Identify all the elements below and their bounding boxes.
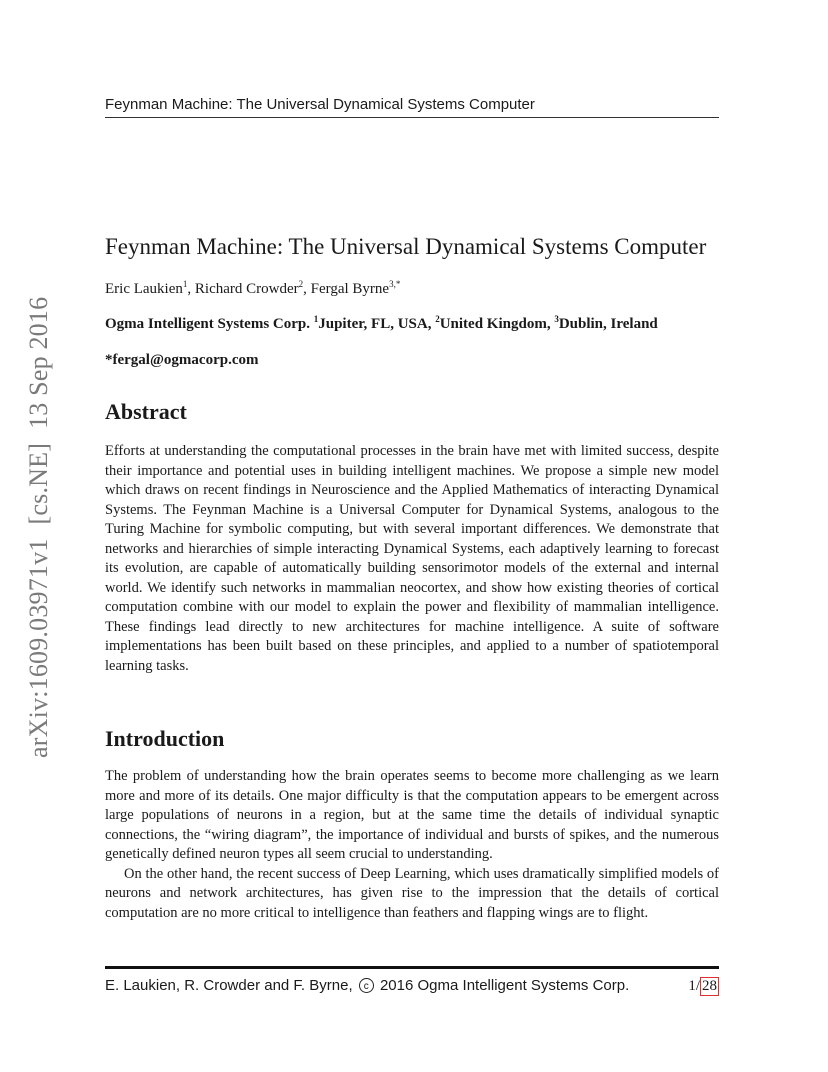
affiliation-place: Jupiter, FL, USA	[318, 316, 428, 332]
arxiv-date: 13 Sep 2016	[24, 296, 53, 429]
footer-authors: E. Laukien, R. Crowder and F. Byrne,	[105, 977, 353, 994]
affiliation-separator: ,	[427, 316, 436, 332]
page-separator: /	[695, 978, 700, 994]
arxiv-category: [cs.NE]	[24, 442, 53, 525]
corresponding-email: *fergal@ogmacorp.com	[105, 352, 259, 368]
affiliation-separator: ,	[546, 316, 555, 332]
author-marks: 3,*	[389, 279, 401, 289]
page-current: 1	[688, 978, 696, 994]
introduction-text	[105, 767, 719, 923]
affiliation-mark: 3	[554, 314, 559, 324]
abstract-text	[105, 442, 719, 676]
arxiv-stamp	[24, 278, 54, 758]
introduction-heading: Introduction	[105, 726, 225, 751]
copyright-icon: c	[359, 978, 374, 993]
introduction-paragraph: On the other hand, the recent success of Deep Learning, which uses dramatically simplified models of neurons and network architectures, has given rise to the impression that the details of cortical computation are no more critical to intelligence than feathers and flapping wings are to flight.	[105, 865, 719, 921]
running-header: Feynman Machine: The Universal Dynamical Systems Computer	[105, 96, 719, 118]
affiliation-line	[105, 314, 658, 334]
introduction-paragraph: The problem of understanding how the brain operates seems to become more challenging as we learn more and more of its details. One major difficulty is that the computation appears to be emergent across large populations of neurons in a region, but at the same time the details of individual synaptic connections, the “wiring diagram”, the importance of individual and bursts of spikes, and the numerous genetically defined neuron types all seem crucial to understanding.	[105, 768, 719, 862]
author-name: Richard Crowder	[194, 281, 299, 297]
page-footer	[105, 976, 719, 996]
affiliation-org: Ogma Intelligent Systems Corp.	[105, 316, 310, 332]
footer-rule	[105, 966, 719, 969]
paper-title: Feynman Machine: The Universal Dynamical Systems Computer	[105, 234, 707, 259]
affiliation-mark: 1	[313, 314, 319, 324]
author-separator: ,	[187, 281, 195, 297]
author-separator: ,	[303, 281, 311, 297]
arxiv-identifier: arXiv:1609.03971v1	[24, 538, 53, 758]
affiliation-place: Dublin, Ireland	[558, 316, 658, 332]
author-name: Fergal Byrne	[310, 281, 390, 297]
author-marks: 2	[298, 279, 304, 289]
affiliation-place: United Kingdom	[439, 316, 547, 332]
total-pages-link[interactable]: 28	[702, 978, 717, 994]
footer-copyright: 2016 Ogma Intelligent Systems Corp.	[379, 977, 630, 994]
page-number	[688, 976, 719, 996]
abstract-heading: Abstract	[105, 399, 187, 424]
affiliation-mark: 2	[435, 314, 440, 324]
abstract-paragraph: Efforts at understanding the computational processes in the brain have met with limited success, despite their importance and potential uses in building intelligent machines. We propose a simple new model which draws on recent findings in Neuroscience and the Applied Mathematics of interacting Dynamical Systems. The Feynman Machine is a Universal Computer for Dynamical Systems, analogous to the Turing Machine for symbolic computing, but with several important differences. We demonstrate that networks and hierarchies of simple interacting Dynamical Systems, each adaptively learning to forecast its evolution, are capable of automatically building sensorimotor models of the external and internal world. We identify such networks in mammalian neocortex, and show how existing theories of cortical computation combine with our model to explain the power and flexibility of mammalian intelligence. These findings lead directly to new architectures for machine intelligence. A suite of software implementations has been built based on these principles, and applied to a number of spatiotemporal learning tasks.	[105, 443, 719, 674]
author-name: Eric Laukien	[105, 281, 183, 297]
author-list	[105, 279, 400, 299]
author-marks: 1	[182, 279, 188, 289]
